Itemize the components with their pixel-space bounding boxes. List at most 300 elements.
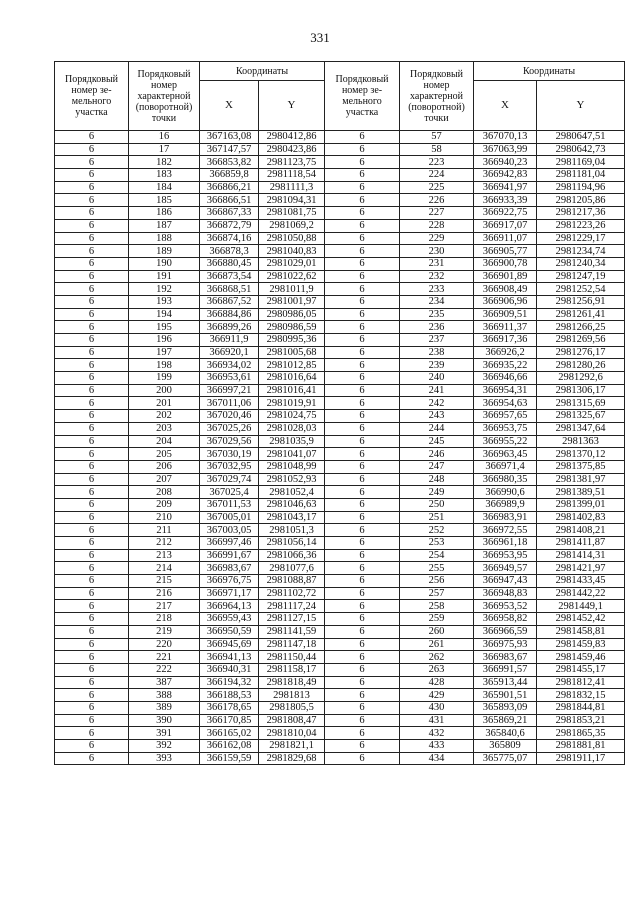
page-number: 331 xyxy=(310,30,330,45)
point-number-cell: 189 xyxy=(129,245,200,258)
table-row xyxy=(55,270,625,283)
x-coordinate-cell: 366874,16 xyxy=(200,232,259,245)
x-coordinate-cell: 366867,52 xyxy=(200,295,259,308)
parcel-number-cell: 6 xyxy=(325,752,400,765)
parcel-number-cell: 6 xyxy=(325,638,400,651)
point-number-cell: 198 xyxy=(129,359,200,372)
parcel-number-cell: 6 xyxy=(55,143,129,156)
point-number-cell: 205 xyxy=(129,448,200,461)
table-row xyxy=(55,169,625,182)
x-coordinate-cell: 366917,07 xyxy=(474,219,537,232)
table-row xyxy=(55,143,625,156)
y-coordinate-cell: 2980986,59 xyxy=(259,321,325,334)
y-coordinate-cell: 2981347,64 xyxy=(537,422,625,435)
y-coordinate-cell: 2981194,96 xyxy=(537,181,625,194)
x-coordinate-cell: 366953,95 xyxy=(474,549,537,562)
y-coordinate-cell: 2981414,31 xyxy=(537,549,625,562)
x-coordinate-cell: 366911,07 xyxy=(474,232,537,245)
x-coordinate-cell: 366980,35 xyxy=(474,473,537,486)
table-row xyxy=(55,676,625,689)
point-number-cell: 188 xyxy=(129,232,200,245)
y-coordinate-cell: 2981829,68 xyxy=(259,752,325,765)
x-coordinate-cell: 366908,49 xyxy=(474,283,537,296)
parcel-number-cell: 6 xyxy=(325,562,400,575)
parcel-number-cell: 6 xyxy=(325,486,400,499)
parcel-number-cell: 6 xyxy=(55,308,129,321)
x-coordinate-cell: 366866,51 xyxy=(200,194,259,207)
x-coordinate-cell: 367011,06 xyxy=(200,397,259,410)
parcel-number-cell: 6 xyxy=(55,625,129,638)
point-number-cell: 201 xyxy=(129,397,200,410)
point-number-cell: 191 xyxy=(129,270,200,283)
header-coordinates: Координаты xyxy=(474,62,625,81)
point-number-cell: 433 xyxy=(400,740,474,753)
y-coordinate-cell: 2980642,73 xyxy=(537,143,625,156)
y-coordinate-cell: 2981363 xyxy=(537,435,625,448)
parcel-number-cell: 6 xyxy=(325,359,400,372)
x-coordinate-cell: 365913,44 xyxy=(474,676,537,689)
y-coordinate-cell: 2981147,18 xyxy=(259,638,325,651)
point-number-cell: 237 xyxy=(400,334,474,347)
table-row xyxy=(55,752,625,765)
point-number-cell: 220 xyxy=(129,638,200,651)
point-number-cell: 257 xyxy=(400,587,474,600)
parcel-number-cell: 6 xyxy=(55,169,129,182)
header-y: Y xyxy=(259,81,325,131)
x-coordinate-cell: 366990,6 xyxy=(474,486,537,499)
table-row xyxy=(55,524,625,537)
y-coordinate-cell: 2981141,59 xyxy=(259,625,325,638)
y-coordinate-cell: 2981458,81 xyxy=(537,625,625,638)
parcel-number-cell: 6 xyxy=(325,372,400,385)
table-row xyxy=(55,537,625,550)
parcel-number-cell: 6 xyxy=(55,498,129,511)
x-coordinate-cell: 366867,33 xyxy=(200,207,259,220)
x-coordinate-cell: 366911,9 xyxy=(200,334,259,347)
point-number-cell: 387 xyxy=(129,676,200,689)
x-coordinate-cell: 366941,13 xyxy=(200,651,259,664)
x-coordinate-cell: 366917,36 xyxy=(474,334,537,347)
point-number-cell: 392 xyxy=(129,740,200,753)
x-coordinate-cell: 366983,67 xyxy=(474,651,537,664)
x-coordinate-cell: 366945,69 xyxy=(200,638,259,651)
y-coordinate-cell: 2981813 xyxy=(259,689,325,702)
parcel-number-cell: 6 xyxy=(325,625,400,638)
x-coordinate-cell: 366957,65 xyxy=(474,410,537,423)
table-row xyxy=(55,397,625,410)
y-coordinate-cell: 2981081,75 xyxy=(259,207,325,220)
table-row xyxy=(55,207,625,220)
table-row xyxy=(55,714,625,727)
parcel-number-cell: 6 xyxy=(55,410,129,423)
point-number-cell: 219 xyxy=(129,625,200,638)
y-coordinate-cell: 2981052,93 xyxy=(259,473,325,486)
y-coordinate-cell: 2981375,85 xyxy=(537,460,625,473)
point-number-cell: 203 xyxy=(129,422,200,435)
y-coordinate-cell: 2980647,51 xyxy=(537,131,625,144)
x-coordinate-cell: 366905,77 xyxy=(474,245,537,258)
table-row xyxy=(55,384,625,397)
table-row xyxy=(55,473,625,486)
point-number-cell: 259 xyxy=(400,613,474,626)
x-coordinate-cell: 366906,96 xyxy=(474,295,537,308)
point-number-cell: 256 xyxy=(400,575,474,588)
table-row xyxy=(55,600,625,613)
y-coordinate-cell: 2981181,04 xyxy=(537,169,625,182)
y-coordinate-cell: 2981016,64 xyxy=(259,372,325,385)
point-number-cell: 200 xyxy=(129,384,200,397)
y-coordinate-cell: 2981853,21 xyxy=(537,714,625,727)
x-coordinate-cell: 366866,21 xyxy=(200,181,259,194)
point-number-cell: 210 xyxy=(129,511,200,524)
y-coordinate-cell: 2981012,85 xyxy=(259,359,325,372)
parcel-number-cell: 6 xyxy=(55,257,129,270)
parcel-number-cell: 6 xyxy=(325,714,400,727)
x-coordinate-cell: 366940,31 xyxy=(200,663,259,676)
point-number-cell: 255 xyxy=(400,562,474,575)
point-number-cell: 217 xyxy=(129,600,200,613)
parcel-number-cell: 6 xyxy=(325,257,400,270)
parcel-number-cell: 6 xyxy=(325,600,400,613)
point-number-cell: 183 xyxy=(129,169,200,182)
parcel-number-cell: 6 xyxy=(55,524,129,537)
x-coordinate-cell: 366170,85 xyxy=(200,714,259,727)
x-coordinate-cell: 366942,83 xyxy=(474,169,537,182)
parcel-number-cell: 6 xyxy=(325,295,400,308)
point-number-cell: 184 xyxy=(129,181,200,194)
x-coordinate-cell: 366946,66 xyxy=(474,372,537,385)
point-number-cell: 430 xyxy=(400,701,474,714)
x-coordinate-cell: 366935,22 xyxy=(474,359,537,372)
point-number-cell: 251 xyxy=(400,511,474,524)
y-coordinate-cell: 2981019,91 xyxy=(259,397,325,410)
y-coordinate-cell: 2981370,12 xyxy=(537,448,625,461)
parcel-number-cell: 6 xyxy=(55,422,129,435)
parcel-number-cell: 6 xyxy=(325,701,400,714)
point-number-cell: 260 xyxy=(400,625,474,638)
y-coordinate-cell: 2981229,17 xyxy=(537,232,625,245)
x-coordinate-cell: 366901,89 xyxy=(474,270,537,283)
table-row xyxy=(55,156,625,169)
point-number-cell: 192 xyxy=(129,283,200,296)
y-coordinate-cell: 2981022,62 xyxy=(259,270,325,283)
parcel-number-cell: 6 xyxy=(55,270,129,283)
x-coordinate-cell: 367011,53 xyxy=(200,498,259,511)
y-coordinate-cell: 2981844,81 xyxy=(537,701,625,714)
parcel-number-cell: 6 xyxy=(55,740,129,753)
x-coordinate-cell: 366178,65 xyxy=(200,701,259,714)
parcel-number-cell: 6 xyxy=(55,359,129,372)
parcel-number-cell: 6 xyxy=(55,638,129,651)
parcel-number-cell: 6 xyxy=(325,143,400,156)
point-number-cell: 197 xyxy=(129,346,200,359)
table-row xyxy=(55,486,625,499)
x-coordinate-cell: 366911,37 xyxy=(474,321,537,334)
y-coordinate-cell: 2981315,69 xyxy=(537,397,625,410)
point-number-cell: 195 xyxy=(129,321,200,334)
x-coordinate-cell: 366983,67 xyxy=(200,562,259,575)
point-number-cell: 17 xyxy=(129,143,200,156)
point-number-cell: 244 xyxy=(400,422,474,435)
x-coordinate-cell: 367029,74 xyxy=(200,473,259,486)
parcel-number-cell: 6 xyxy=(325,537,400,550)
x-coordinate-cell: 366868,51 xyxy=(200,283,259,296)
x-coordinate-cell: 365840,6 xyxy=(474,727,537,740)
table-row xyxy=(55,372,625,385)
y-coordinate-cell: 2981077,6 xyxy=(259,562,325,575)
parcel-number-cell: 6 xyxy=(325,676,400,689)
y-coordinate-cell: 2980412,86 xyxy=(259,131,325,144)
y-coordinate-cell: 2981043,17 xyxy=(259,511,325,524)
x-coordinate-cell: 366884,86 xyxy=(200,308,259,321)
table-row xyxy=(55,549,625,562)
x-coordinate-cell: 366853,82 xyxy=(200,156,259,169)
y-coordinate-cell: 2981028,03 xyxy=(259,422,325,435)
table-row xyxy=(55,689,625,702)
parcel-number-cell: 6 xyxy=(55,321,129,334)
table-row xyxy=(55,727,625,740)
x-coordinate-cell: 366859,8 xyxy=(200,169,259,182)
y-coordinate-cell: 2981001,97 xyxy=(259,295,325,308)
y-coordinate-cell: 2981812,41 xyxy=(537,676,625,689)
parcel-number-cell: 6 xyxy=(55,384,129,397)
table-row xyxy=(55,295,625,308)
parcel-number-cell: 6 xyxy=(325,549,400,562)
y-coordinate-cell: 2981205,86 xyxy=(537,194,625,207)
y-coordinate-cell: 2981459,46 xyxy=(537,651,625,664)
y-coordinate-cell: 2981111,3 xyxy=(259,181,325,194)
parcel-number-cell: 6 xyxy=(55,131,129,144)
x-coordinate-cell: 366948,83 xyxy=(474,587,537,600)
x-coordinate-cell: 366878,3 xyxy=(200,245,259,258)
x-coordinate-cell: 366920,1 xyxy=(200,346,259,359)
y-coordinate-cell: 2981102,72 xyxy=(259,587,325,600)
table-row xyxy=(55,321,625,334)
x-coordinate-cell: 366953,61 xyxy=(200,372,259,385)
y-coordinate-cell: 2981118,54 xyxy=(259,169,325,182)
y-coordinate-cell: 2981035,9 xyxy=(259,435,325,448)
point-number-cell: 388 xyxy=(129,689,200,702)
y-coordinate-cell: 2981240,34 xyxy=(537,257,625,270)
parcel-number-cell: 6 xyxy=(55,194,129,207)
parcel-number-cell: 6 xyxy=(325,663,400,676)
table-row xyxy=(55,587,625,600)
y-coordinate-cell: 2981234,74 xyxy=(537,245,625,258)
parcel-number-cell: 6 xyxy=(325,410,400,423)
header-point-number: Порядковый номер характерной (поворотной) точки xyxy=(129,62,200,131)
parcel-number-cell: 6 xyxy=(55,549,129,562)
table-row xyxy=(55,181,625,194)
point-number-cell: 262 xyxy=(400,651,474,664)
point-number-cell: 234 xyxy=(400,295,474,308)
header-coordinates: Координаты xyxy=(200,62,325,81)
point-number-cell: 254 xyxy=(400,549,474,562)
y-coordinate-cell: 2981280,26 xyxy=(537,359,625,372)
x-coordinate-cell: 366873,54 xyxy=(200,270,259,283)
parcel-number-cell: 6 xyxy=(325,422,400,435)
parcel-number-cell: 6 xyxy=(55,245,129,258)
table-row xyxy=(55,334,625,347)
x-coordinate-cell: 367163,08 xyxy=(200,131,259,144)
y-coordinate-cell: 2981247,19 xyxy=(537,270,625,283)
point-number-cell: 208 xyxy=(129,486,200,499)
parcel-number-cell: 6 xyxy=(55,600,129,613)
point-number-cell: 391 xyxy=(129,727,200,740)
table-row xyxy=(55,435,625,448)
parcel-number-cell: 6 xyxy=(325,384,400,397)
y-coordinate-cell: 2981066,36 xyxy=(259,549,325,562)
table-row xyxy=(55,663,625,676)
x-coordinate-cell: 366934,02 xyxy=(200,359,259,372)
y-coordinate-cell: 2981094,31 xyxy=(259,194,325,207)
x-coordinate-cell: 366961,18 xyxy=(474,537,537,550)
x-coordinate-cell: 367032,95 xyxy=(200,460,259,473)
y-coordinate-cell: 2981805,5 xyxy=(259,701,325,714)
header-point-number: Порядковый номер характерной (поворотной) точки xyxy=(400,62,474,131)
x-coordinate-cell: 366954,31 xyxy=(474,384,537,397)
x-coordinate-cell: 367029,56 xyxy=(200,435,259,448)
point-number-cell: 194 xyxy=(129,308,200,321)
y-coordinate-cell: 2981442,22 xyxy=(537,587,625,600)
x-coordinate-cell: 366162,08 xyxy=(200,740,259,753)
x-coordinate-cell: 366899,26 xyxy=(200,321,259,334)
parcel-number-cell: 6 xyxy=(55,562,129,575)
table-row xyxy=(55,232,625,245)
x-coordinate-cell: 366188,53 xyxy=(200,689,259,702)
parcel-number-cell: 6 xyxy=(325,156,400,169)
point-number-cell: 258 xyxy=(400,600,474,613)
table-row xyxy=(55,245,625,258)
y-coordinate-cell: 2981810,04 xyxy=(259,727,325,740)
parcel-number-cell: 6 xyxy=(55,613,129,626)
parcel-number-cell: 6 xyxy=(325,131,400,144)
point-number-cell: 221 xyxy=(129,651,200,664)
x-coordinate-cell: 366953,52 xyxy=(474,600,537,613)
x-coordinate-cell: 367063,99 xyxy=(474,143,537,156)
point-number-cell: 429 xyxy=(400,689,474,702)
parcel-number-cell: 6 xyxy=(325,498,400,511)
point-number-cell: 211 xyxy=(129,524,200,537)
y-coordinate-cell: 2981452,42 xyxy=(537,613,625,626)
parcel-number-cell: 6 xyxy=(325,194,400,207)
y-coordinate-cell: 2981381,97 xyxy=(537,473,625,486)
y-coordinate-cell: 2981117,24 xyxy=(259,600,325,613)
point-number-cell: 202 xyxy=(129,410,200,423)
parcel-number-cell: 6 xyxy=(55,486,129,499)
parcel-number-cell: 6 xyxy=(55,727,129,740)
point-number-cell: 199 xyxy=(129,372,200,385)
point-number-cell: 243 xyxy=(400,410,474,423)
parcel-number-cell: 6 xyxy=(55,689,129,702)
table-row xyxy=(55,511,625,524)
y-coordinate-cell: 2981269,56 xyxy=(537,334,625,347)
x-coordinate-cell: 366941,97 xyxy=(474,181,537,194)
header-x: X xyxy=(474,81,537,131)
y-coordinate-cell: 2981041,07 xyxy=(259,448,325,461)
parcel-number-cell: 6 xyxy=(55,295,129,308)
parcel-number-cell: 6 xyxy=(325,207,400,220)
header-y: Y xyxy=(537,81,625,131)
parcel-number-cell: 6 xyxy=(55,651,129,664)
y-coordinate-cell: 2981399,01 xyxy=(537,498,625,511)
point-number-cell: 390 xyxy=(129,714,200,727)
parcel-number-cell: 6 xyxy=(55,435,129,448)
y-coordinate-cell: 2981252,54 xyxy=(537,283,625,296)
table-row xyxy=(55,308,625,321)
x-coordinate-cell: 365775,07 xyxy=(474,752,537,765)
y-coordinate-cell: 2981818,49 xyxy=(259,676,325,689)
x-coordinate-cell: 366194,32 xyxy=(200,676,259,689)
x-coordinate-cell: 366940,23 xyxy=(474,156,537,169)
point-number-cell: 239 xyxy=(400,359,474,372)
parcel-number-cell: 6 xyxy=(325,651,400,664)
parcel-number-cell: 6 xyxy=(55,219,129,232)
parcel-number-cell: 6 xyxy=(325,334,400,347)
parcel-number-cell: 6 xyxy=(55,207,129,220)
parcel-number-cell: 6 xyxy=(55,448,129,461)
y-coordinate-cell: 2981821,1 xyxy=(259,740,325,753)
table-row xyxy=(55,498,625,511)
parcel-number-cell: 6 xyxy=(55,334,129,347)
point-number-cell: 247 xyxy=(400,460,474,473)
table-row xyxy=(55,194,625,207)
y-coordinate-cell: 2981832,15 xyxy=(537,689,625,702)
parcel-number-cell: 6 xyxy=(325,321,400,334)
point-number-cell: 228 xyxy=(400,219,474,232)
parcel-number-cell: 6 xyxy=(325,245,400,258)
point-number-cell: 242 xyxy=(400,397,474,410)
table-row xyxy=(55,575,625,588)
parcel-number-cell: 6 xyxy=(325,448,400,461)
x-coordinate-cell: 367025,26 xyxy=(200,422,259,435)
x-coordinate-cell: 365893,09 xyxy=(474,701,537,714)
x-coordinate-cell: 366966,59 xyxy=(474,625,537,638)
parcel-number-cell: 6 xyxy=(325,727,400,740)
x-coordinate-cell: 366959,43 xyxy=(200,613,259,626)
point-number-cell: 213 xyxy=(129,549,200,562)
point-number-cell: 238 xyxy=(400,346,474,359)
table-row xyxy=(55,701,625,714)
y-coordinate-cell: 2981088,87 xyxy=(259,575,325,588)
parcel-number-cell: 6 xyxy=(55,283,129,296)
x-coordinate-cell: 366983,91 xyxy=(474,511,537,524)
point-number-cell: 252 xyxy=(400,524,474,537)
x-coordinate-cell: 366964,13 xyxy=(200,600,259,613)
x-coordinate-cell: 367003,05 xyxy=(200,524,259,537)
x-coordinate-cell: 366991,67 xyxy=(200,549,259,562)
parcel-number-cell: 6 xyxy=(325,169,400,182)
parcel-number-cell: 6 xyxy=(325,308,400,321)
y-coordinate-cell: 2981421,97 xyxy=(537,562,625,575)
y-coordinate-cell: 2981276,17 xyxy=(537,346,625,359)
point-number-cell: 248 xyxy=(400,473,474,486)
point-number-cell: 240 xyxy=(400,372,474,385)
parcel-number-cell: 6 xyxy=(55,232,129,245)
point-number-cell: 224 xyxy=(400,169,474,182)
x-coordinate-cell: 367005,01 xyxy=(200,511,259,524)
parcel-number-cell: 6 xyxy=(325,219,400,232)
table-row xyxy=(55,283,625,296)
parcel-number-cell: 6 xyxy=(55,537,129,550)
x-coordinate-cell: 366958,82 xyxy=(474,613,537,626)
point-number-cell: 185 xyxy=(129,194,200,207)
y-coordinate-cell: 2981127,15 xyxy=(259,613,325,626)
x-coordinate-cell: 366971,17 xyxy=(200,587,259,600)
point-number-cell: 206 xyxy=(129,460,200,473)
y-coordinate-cell: 2981911,17 xyxy=(537,752,625,765)
y-coordinate-cell: 2981217,36 xyxy=(537,207,625,220)
y-coordinate-cell: 2981069,2 xyxy=(259,219,325,232)
